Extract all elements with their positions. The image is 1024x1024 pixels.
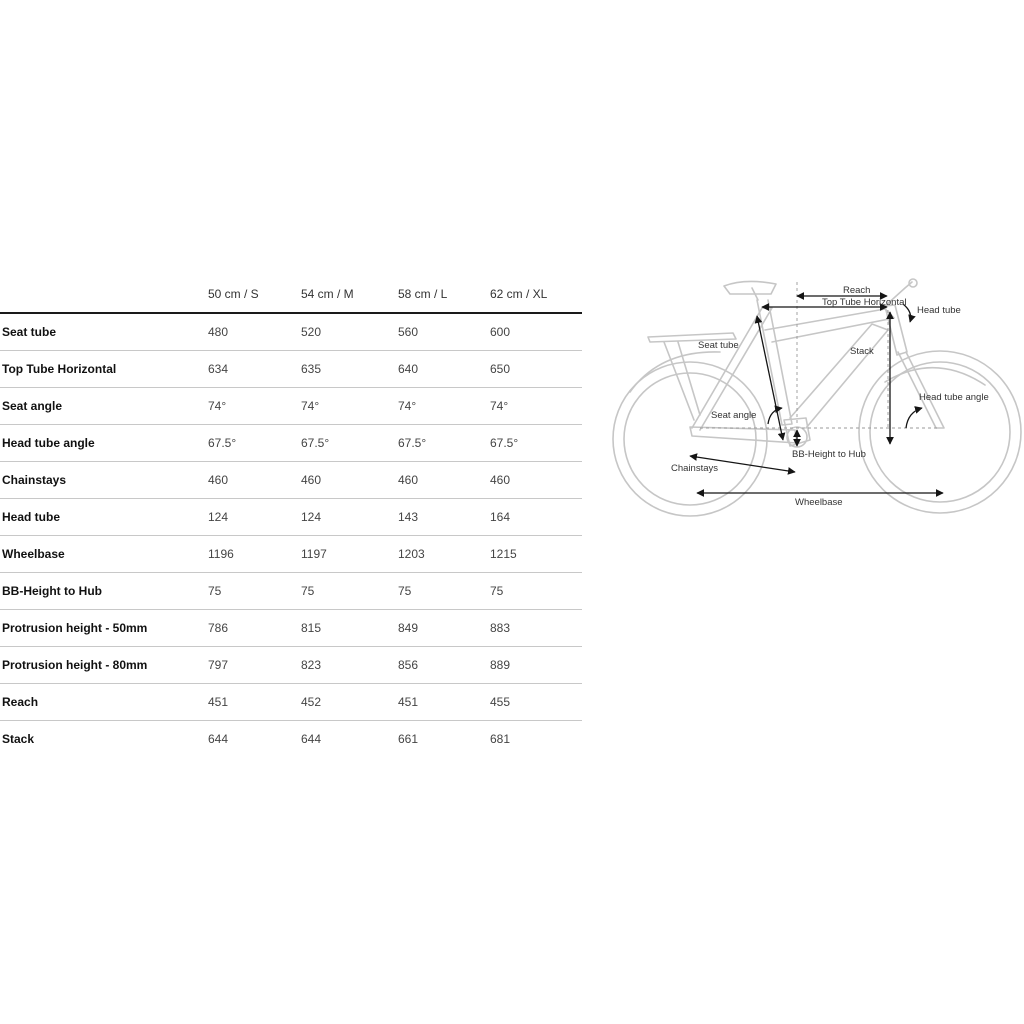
row-value: 67.5°: [398, 425, 490, 462]
row-value: 455: [490, 684, 582, 721]
row-value: 797: [208, 647, 301, 684]
row-value: 1203: [398, 536, 490, 573]
row-label: Wheelbase: [0, 536, 208, 573]
header-size-4: 62 cm / XL: [490, 275, 582, 313]
header-size-2: 54 cm / M: [301, 275, 398, 313]
header-size-1: 50 cm / S: [208, 275, 301, 313]
table-row: [0, 536, 582, 573]
row-value: 124: [301, 499, 398, 536]
row-label: Head tube angle: [0, 425, 208, 462]
table-row: [0, 499, 582, 536]
row-label: Head tube: [0, 499, 208, 536]
diagram-label-seat-tube: Seat tube: [698, 340, 739, 351]
row-value: 650: [490, 351, 582, 388]
row-value: 74°: [398, 388, 490, 425]
row-value: 74°: [208, 388, 301, 425]
table-row: [0, 313, 582, 351]
row-value: 143: [398, 499, 490, 536]
row-value: 124: [208, 499, 301, 536]
row-label: Reach: [0, 684, 208, 721]
table-row: [0, 684, 582, 721]
row-value: 640: [398, 351, 490, 388]
row-value: 74°: [301, 388, 398, 425]
row-label: Seat angle: [0, 388, 208, 425]
row-value: 849: [398, 610, 490, 647]
row-value: 883: [490, 610, 582, 647]
row-value: 460: [301, 462, 398, 499]
table-row: [0, 425, 582, 462]
header-size-3: 58 cm / L: [398, 275, 490, 313]
row-value: 1197: [301, 536, 398, 573]
row-value: 786: [208, 610, 301, 647]
row-value: 67.5°: [490, 425, 582, 462]
row-value: 164: [490, 499, 582, 536]
row-value: 1196: [208, 536, 301, 573]
row-value: 644: [301, 732, 322, 746]
diagram-label-chainstays: Chainstays: [671, 463, 718, 474]
row-value: 520: [301, 313, 398, 351]
row-value: 75: [301, 573, 398, 610]
row-value: 75: [208, 573, 301, 610]
row-value: 460: [398, 462, 490, 499]
row-value: 67.5°: [208, 425, 301, 462]
diagram-label-seat-angle: Seat angle: [711, 410, 757, 421]
row-value: 560: [398, 313, 490, 351]
row-value: 75: [398, 573, 490, 610]
table-row: [0, 573, 582, 610]
header-empty-cell: [0, 275, 208, 313]
row-value: 480: [208, 313, 301, 351]
diagram-label-bb-height: BB-Height to Hub: [792, 449, 866, 460]
row-value: 815: [301, 610, 398, 647]
row-value: 1215: [490, 536, 582, 573]
row-label: Chainstays: [0, 462, 208, 499]
row-value: 67.5°: [301, 425, 398, 462]
row-label: Stack: [2, 732, 35, 746]
diagram-label-head-tube-angle: Head tube angle: [919, 392, 989, 403]
row-value: 600: [490, 313, 582, 351]
table-row: [0, 351, 582, 388]
diagram-label-stack: Stack: [850, 346, 874, 357]
row-value: 644: [208, 732, 229, 746]
row-label: Top Tube Horizontal: [0, 351, 208, 388]
row-value: 889: [490, 647, 582, 684]
row-value: 661: [398, 732, 419, 746]
row-value: 634: [208, 351, 301, 388]
row-label: Protrusion height - 50mm: [0, 610, 208, 647]
table-row: [0, 388, 582, 425]
diagram-label-reach: Reach: [843, 285, 871, 296]
row-value: 452: [301, 684, 398, 721]
row-value: 823: [301, 647, 398, 684]
table-row: [0, 721, 582, 758]
table-body: [0, 313, 582, 757]
table-header-row: [0, 275, 582, 313]
row-label: Seat tube: [0, 313, 208, 351]
diagram-label-wheelbase: Wheelbase: [795, 497, 843, 508]
row-label: BB-Height to Hub: [0, 573, 208, 610]
row-value: 460: [490, 462, 582, 499]
row-value: 635: [301, 351, 398, 388]
table-row: [0, 462, 582, 499]
row-label: Protrusion height - 80mm: [0, 647, 208, 684]
diagram-label-top-tube: Top Tube Horizontal: [822, 297, 907, 308]
table-row: [0, 610, 582, 647]
row-value: 451: [398, 684, 490, 721]
row-value: 451: [208, 684, 301, 721]
row-value: 74°: [490, 388, 582, 425]
row-value: 460: [208, 462, 301, 499]
bike-geometry-diagram: [600, 262, 1024, 526]
row-value: 75: [490, 573, 582, 610]
diagram-label-head-tube: Head tube: [917, 305, 961, 316]
measurement-arrows: [690, 296, 943, 493]
table-row: [0, 647, 582, 684]
geometry-table: [0, 275, 582, 757]
row-value: 681: [490, 732, 511, 746]
row-value: 856: [398, 647, 490, 684]
